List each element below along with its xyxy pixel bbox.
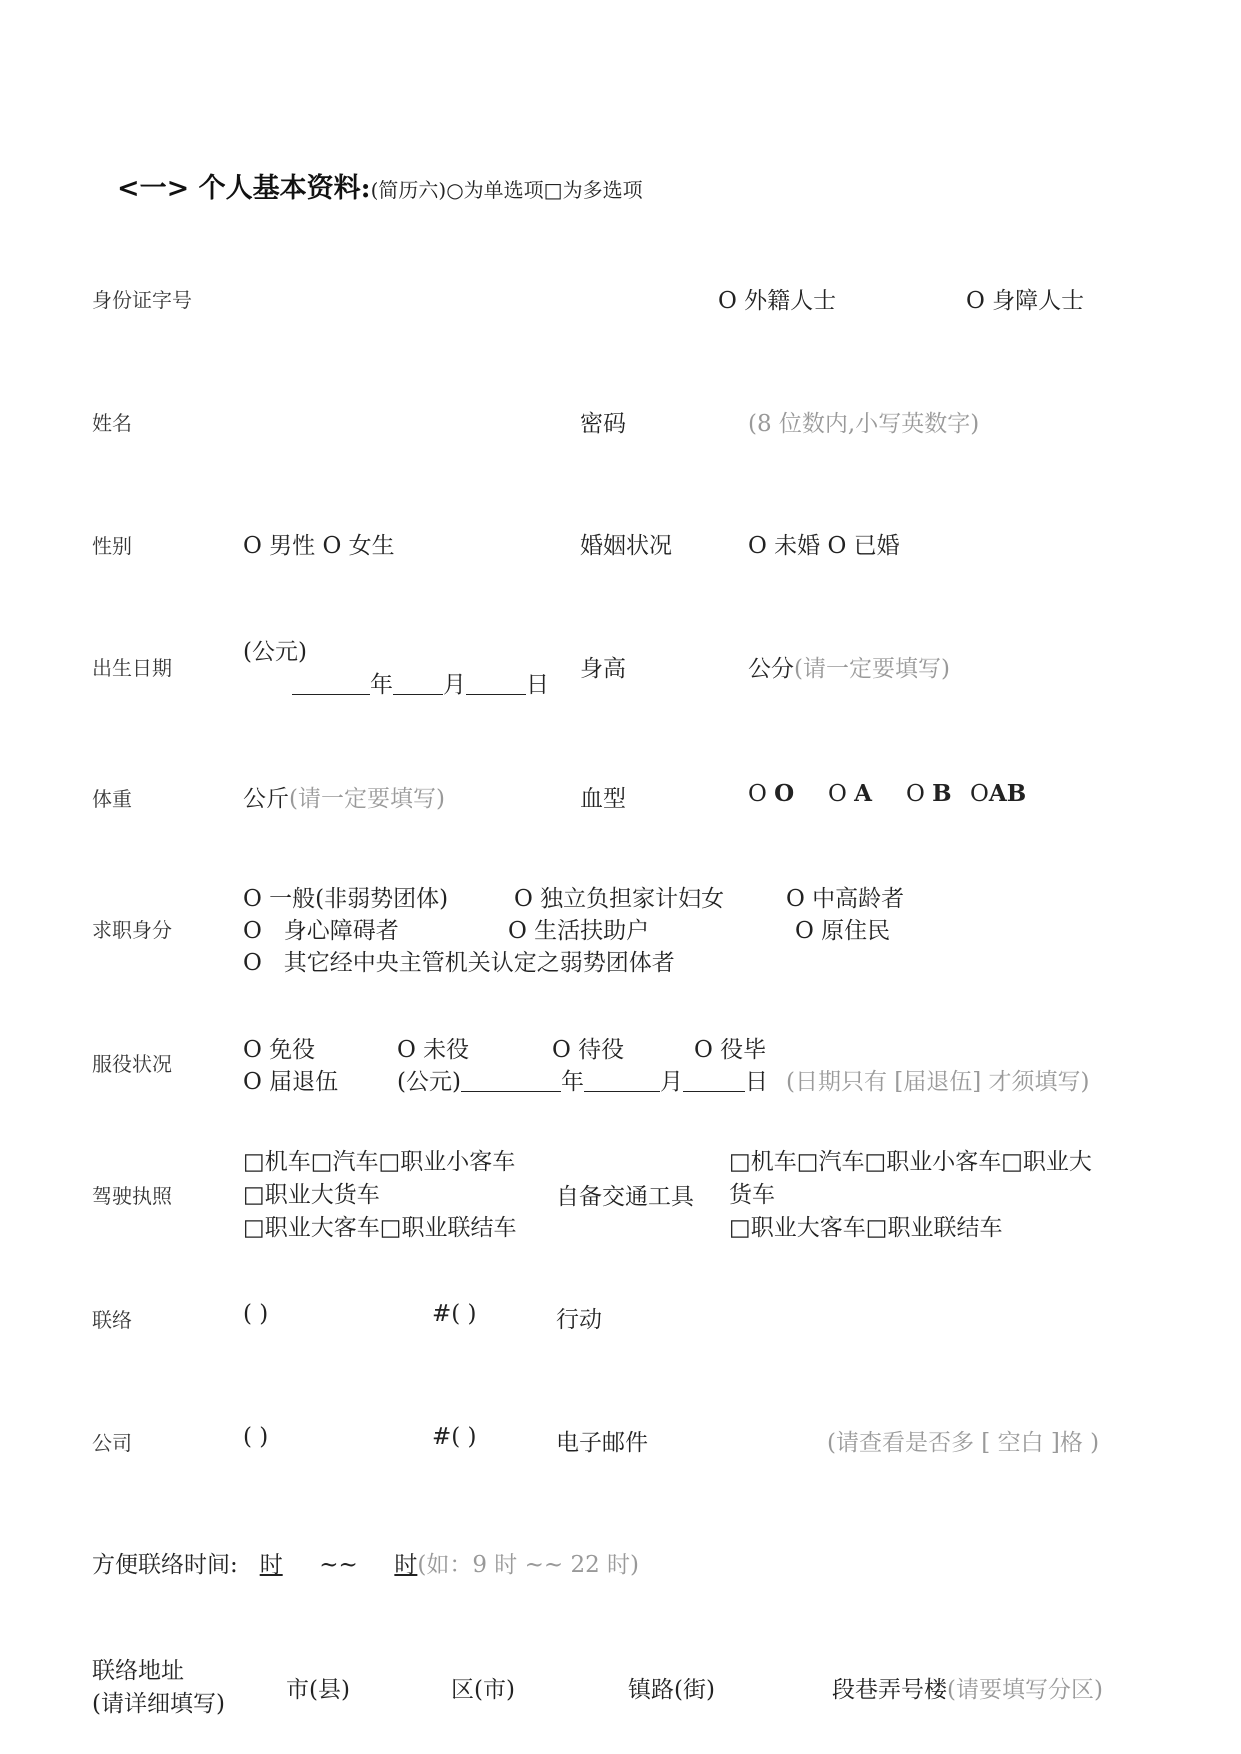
blood-a-mark: O bbox=[828, 781, 847, 807]
blood-ab-radio[interactable] bbox=[970, 780, 1026, 807]
marital-status-label: 婚姻状况 bbox=[580, 533, 672, 559]
retire-date-inputs bbox=[397, 1063, 768, 1096]
blood-a-text: A bbox=[854, 780, 873, 807]
weight-hint: (请一定要填写) bbox=[289, 786, 445, 812]
height-unit-group bbox=[748, 650, 950, 683]
aboriginal-radio[interactable]: O 原住民 bbox=[795, 918, 891, 944]
male-radio[interactable]: O 男性 bbox=[243, 533, 316, 559]
address-road[interactable]: 镇路(街) bbox=[628, 1677, 715, 1703]
driving-license-label: 驾驶执照 bbox=[92, 1184, 172, 1208]
contact-time-row bbox=[92, 1546, 639, 1579]
blood-b-mark: O bbox=[906, 781, 925, 807]
disabled-radio[interactable] bbox=[243, 912, 399, 945]
disabled-person-radio[interactable]: O 身障人士 bbox=[966, 288, 1085, 314]
disabled-mark: O bbox=[243, 918, 262, 944]
vehicle-options bbox=[729, 1146, 1092, 1245]
email-label: 电子邮件 bbox=[556, 1430, 648, 1456]
disabled-text: 身心障碍者 bbox=[283, 918, 399, 944]
waiting-radio[interactable]: O 待役 bbox=[552, 1037, 625, 1063]
address-label-line-2: (请详细填写) bbox=[92, 1691, 225, 1717]
blood-o-text: O bbox=[774, 780, 795, 807]
title-main: <一> 个人基本资料: bbox=[117, 173, 371, 204]
contact-time-label: 方便联络时间: bbox=[92, 1552, 238, 1578]
own-vehicle-label: 自备交通工具 bbox=[556, 1184, 694, 1210]
other-text: 其它经中央主管机关认定之弱势团体者 bbox=[283, 950, 675, 976]
not-served-radio[interactable]: O 未役 bbox=[397, 1037, 470, 1063]
blood-a-radio[interactable] bbox=[828, 780, 872, 807]
blood-b-text: B bbox=[932, 780, 952, 807]
vehicle-line-2[interactable]: 货车 bbox=[729, 1182, 775, 1208]
contact-time-hint: (如：9 时 ~~ 22 时) bbox=[417, 1552, 639, 1578]
address-section-group bbox=[832, 1671, 1103, 1704]
foreign-resident-radio[interactable]: O 外籍人士 bbox=[718, 288, 837, 314]
blood-o-mark: O bbox=[748, 781, 767, 807]
retire-month-label: 月 bbox=[659, 1069, 683, 1095]
birth-day-input[interactable] bbox=[466, 671, 526, 695]
company-area-code[interactable]: ( ) bbox=[243, 1424, 269, 1450]
weight-unit: 公斤 bbox=[243, 786, 289, 812]
weight-label: 体重 bbox=[92, 787, 132, 811]
birth-year-input[interactable] bbox=[292, 671, 370, 695]
retire-date-hint: (日期只有 [届退伍] 才须填写) bbox=[786, 1069, 1090, 1095]
retire-era: (公元) bbox=[397, 1069, 461, 1095]
time-from-input[interactable]: 时 bbox=[259, 1552, 283, 1578]
mobile-label: 行动 bbox=[556, 1307, 602, 1333]
military-status-label: 服役状况 bbox=[92, 1052, 172, 1076]
blood-type-label: 血型 bbox=[580, 786, 626, 812]
gender-label: 性别 bbox=[92, 534, 132, 558]
address-label-line-1: 联络地址 bbox=[92, 1658, 184, 1684]
company-phone-label: 公司 bbox=[92, 1431, 132, 1455]
single-mother-radio[interactable]: O 独立负担家计妇女 bbox=[514, 886, 725, 912]
email-hint: (请查看是否多 [ 空白 ]格 ) bbox=[827, 1430, 1100, 1456]
welfare-aid-radio[interactable]: O 生活扶助户 bbox=[508, 918, 650, 944]
contact-area-code[interactable]: ( ) bbox=[243, 1301, 269, 1327]
birth-day-label: 日 bbox=[526, 672, 549, 698]
birth-date-label: 出生日期 bbox=[92, 656, 172, 680]
vehicle-line-1[interactable]: □机车□汽车□职业小客车□职业大 bbox=[729, 1149, 1092, 1175]
retire-day-label: 日 bbox=[744, 1069, 768, 1095]
form-title bbox=[117, 166, 643, 205]
address-label bbox=[92, 1655, 225, 1721]
contact-extension[interactable]: #( ) bbox=[432, 1301, 477, 1327]
license-options bbox=[243, 1146, 516, 1245]
vehicle-line-3[interactable]: □职业大客车□职业联结车 bbox=[729, 1215, 1003, 1241]
blood-b-radio[interactable] bbox=[906, 780, 952, 807]
birth-era: (公元) bbox=[243, 639, 307, 665]
single-radio[interactable]: O 未婚 bbox=[748, 533, 821, 559]
other-disadvantaged-radio[interactable] bbox=[243, 944, 675, 977]
contact-phone-label: 联络 bbox=[92, 1308, 132, 1332]
address-district[interactable]: 区(市) bbox=[451, 1677, 515, 1703]
height-hint: (请一定要填写) bbox=[794, 656, 950, 682]
other-mark: O bbox=[243, 950, 262, 976]
blood-ab-mark: O bbox=[970, 781, 989, 807]
address-city[interactable]: 市(县) bbox=[286, 1677, 350, 1703]
weight-unit-group bbox=[243, 780, 445, 813]
time-separator: ~~ bbox=[319, 1552, 358, 1578]
senior-radio[interactable]: O 中高龄者 bbox=[786, 886, 905, 912]
license-line-1[interactable]: □机车□汽车□职业小客车 bbox=[243, 1149, 516, 1175]
job-status-label: 求职身分 bbox=[92, 918, 172, 942]
married-radio[interactable]: O 已婚 bbox=[827, 533, 900, 559]
password-hint: (8 位数内,小写英数字) bbox=[748, 411, 980, 437]
birth-month-label: 月 bbox=[443, 672, 466, 698]
address-hint: (请要填写分区) bbox=[947, 1677, 1103, 1703]
retire-day-input[interactable] bbox=[683, 1068, 745, 1092]
height-unit: 公分 bbox=[748, 656, 794, 682]
marital-options bbox=[748, 527, 900, 560]
retire-year-label: 年 bbox=[560, 1069, 584, 1095]
female-radio[interactable]: O 女生 bbox=[322, 533, 395, 559]
license-line-2[interactable]: □职业大货车 bbox=[243, 1182, 380, 1208]
address-section[interactable]: 段巷弄号楼 bbox=[832, 1677, 947, 1703]
general-radio[interactable]: O 一般(非弱势团体) bbox=[243, 886, 449, 912]
license-line-3[interactable]: □职业大客车□职业联结车 bbox=[243, 1215, 517, 1241]
completed-radio[interactable]: O 役毕 bbox=[694, 1037, 767, 1063]
title-sub: (简历六)○为单选项□为多选项 bbox=[370, 178, 643, 202]
retiring-radio[interactable]: O 届退伍 bbox=[243, 1069, 339, 1095]
gender-options bbox=[243, 527, 395, 560]
birth-date-inputs bbox=[292, 666, 549, 699]
birth-year-label: 年 bbox=[370, 672, 393, 698]
blood-o-radio[interactable] bbox=[748, 780, 794, 807]
retire-month-input[interactable] bbox=[584, 1068, 660, 1092]
time-to-input[interactable]: 时 bbox=[394, 1552, 418, 1578]
birth-month-input[interactable] bbox=[393, 671, 443, 695]
blood-ab-text: AB bbox=[988, 780, 1027, 807]
height-label: 身高 bbox=[580, 656, 626, 682]
retire-year-input[interactable] bbox=[461, 1068, 561, 1092]
password-label: 密码 bbox=[580, 411, 626, 437]
exempt-radio[interactable]: O 免役 bbox=[243, 1037, 316, 1063]
id-number-label: 身份证字号 bbox=[92, 288, 192, 312]
company-extension[interactable]: #( ) bbox=[432, 1424, 477, 1450]
name-label: 姓名 bbox=[92, 411, 132, 435]
